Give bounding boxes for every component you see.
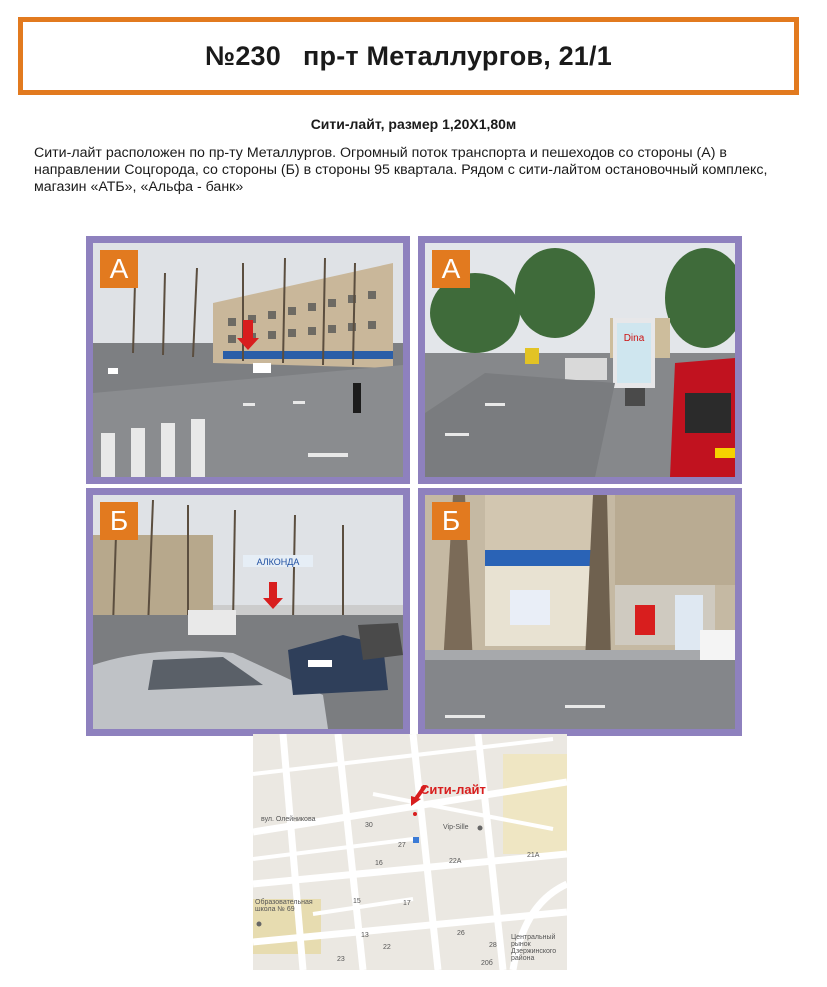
street-photo-a1 [93, 243, 403, 477]
house-number: 27 [398, 842, 406, 849]
house-number: 13 [361, 932, 369, 939]
side-badge: А [432, 250, 470, 288]
title-box [18, 17, 799, 95]
house-number: 26 [457, 930, 465, 937]
format-subtitle: Сити-лайт, размер 1,20Х1,80м [310, 116, 517, 132]
object-number: №230 [205, 40, 281, 71]
house-number: 28 [489, 942, 497, 949]
house-number: 22А [449, 858, 462, 865]
svg-text:АЛКОНДА: АЛКОНДА [256, 557, 300, 567]
house-number: 22 [383, 944, 391, 951]
side-badge: Б [432, 502, 470, 540]
side-badge: Б [100, 502, 138, 540]
photo-side-b-1 [86, 488, 410, 736]
street-name-label: вул. Олейникова [261, 816, 316, 823]
location-map [253, 734, 567, 970]
house-number: 17 [403, 900, 411, 907]
location-description: Сити-лайт расположен по пр-ту Металлургов. Огромный поток транспорта и пешеходов со стороны (А) в направлении Соцгорода, со стороны (Б) в стороны 95 квартала. Рядом с сити-лайтом остановочный комплекс, магазин «АТБ», «Альфа - банк» [34, 145, 768, 195]
market-label: Центральный рынок Дзержинского района [511, 934, 557, 962]
house-number: 20б [481, 960, 493, 967]
svg-text:Dina: Dina [623, 333, 645, 344]
photo-side-a-1 [86, 236, 410, 484]
street-photo-b2 [425, 495, 735, 729]
object-address: пр-т Металлургов, 21/1 [303, 40, 612, 71]
street-photo-a2 [425, 243, 735, 477]
city-light-marker-label: Сити-лайт [420, 782, 486, 797]
street-photo-b1 [93, 495, 403, 729]
photo-side-a-2 [418, 236, 742, 484]
house-number: 16 [375, 860, 383, 867]
school-label: Образовательная школа № 69 [255, 899, 313, 913]
house-number: 30 [365, 822, 373, 829]
house-number: 15 [353, 898, 361, 905]
shop-label: Vip-Sille [443, 824, 469, 831]
house-number: 21А [527, 852, 540, 859]
house-number: 23 [337, 956, 345, 963]
page-title [205, 41, 612, 72]
side-badge: А [100, 250, 138, 288]
photo-side-b-2 [418, 488, 742, 736]
